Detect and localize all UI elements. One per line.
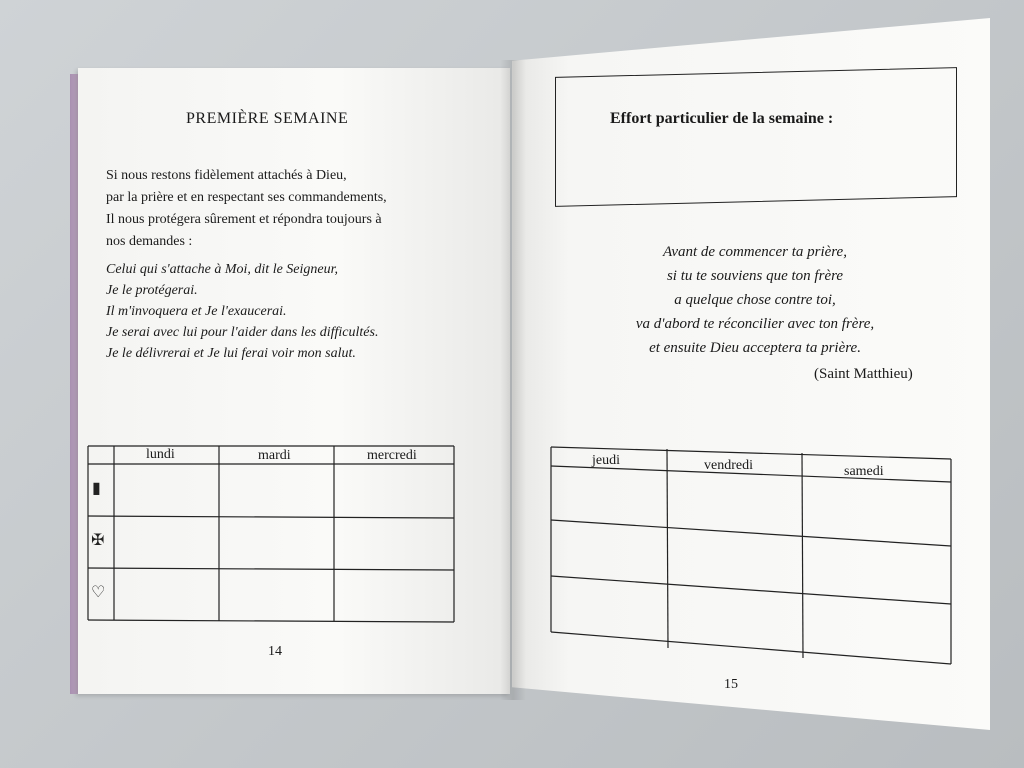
quote-line-3: a quelque chose contre toi,	[674, 292, 836, 308]
psalm-line-1: Celui qui s'attache à Moi, dit le Seigneur,	[106, 262, 339, 277]
day-label-mercredi: mercredi	[367, 448, 417, 463]
quote-line-4: va d'abord te réconcilier avec ton frère,	[635, 316, 875, 332]
quote-line-5: et ensuite Dieu acceptera ta prière.	[649, 340, 861, 356]
day-label-lundi: lundi	[146, 447, 175, 462]
cross-icon: ✠	[91, 530, 105, 549]
psalm-line-2: Je le protégerai.	[106, 283, 198, 298]
psalm-line-5: Je le délivrerai et Je lui ferai voir mon salut.	[106, 346, 356, 361]
day-label-mardi: mardi	[258, 448, 291, 463]
day-label-samedi: samedi	[844, 464, 884, 479]
intro-line-3: Il nous protégera sûrement et répondra toujours à	[106, 212, 382, 227]
psalm-line-4: Je serai avec lui pour l'aider dans les difficultés.	[106, 325, 379, 340]
intro-line-1: Si nous restons fidèlement attachés à Dieu,	[106, 168, 347, 183]
intro-line-4: nos demandes :	[106, 234, 193, 249]
quote-line-1: Avant de commencer ta prière,	[663, 244, 847, 260]
day-label-jeudi: jeudi	[592, 453, 620, 468]
heart-icon: ♡	[91, 582, 106, 601]
quote-line-2: si tu te souviens que ton frère	[666, 268, 844, 284]
page-number-right: 15	[724, 677, 738, 692]
effort-box	[555, 67, 957, 207]
candle-icon: ▮	[92, 478, 101, 497]
psalm-line-3: Il m'invoquera et Je l'exaucerai.	[106, 304, 287, 319]
quote-author: (Saint Matthieu)	[814, 366, 913, 382]
day-label-vendredi: vendredi	[704, 458, 753, 473]
week-title: PREMIÈRE SEMAINE	[186, 110, 349, 127]
intro-line-2: par la prière et en respectant ses commandements,	[106, 190, 387, 205]
effort-title: Effort particulier de la semaine :	[610, 110, 834, 127]
page-number-left: 14	[268, 644, 282, 659]
